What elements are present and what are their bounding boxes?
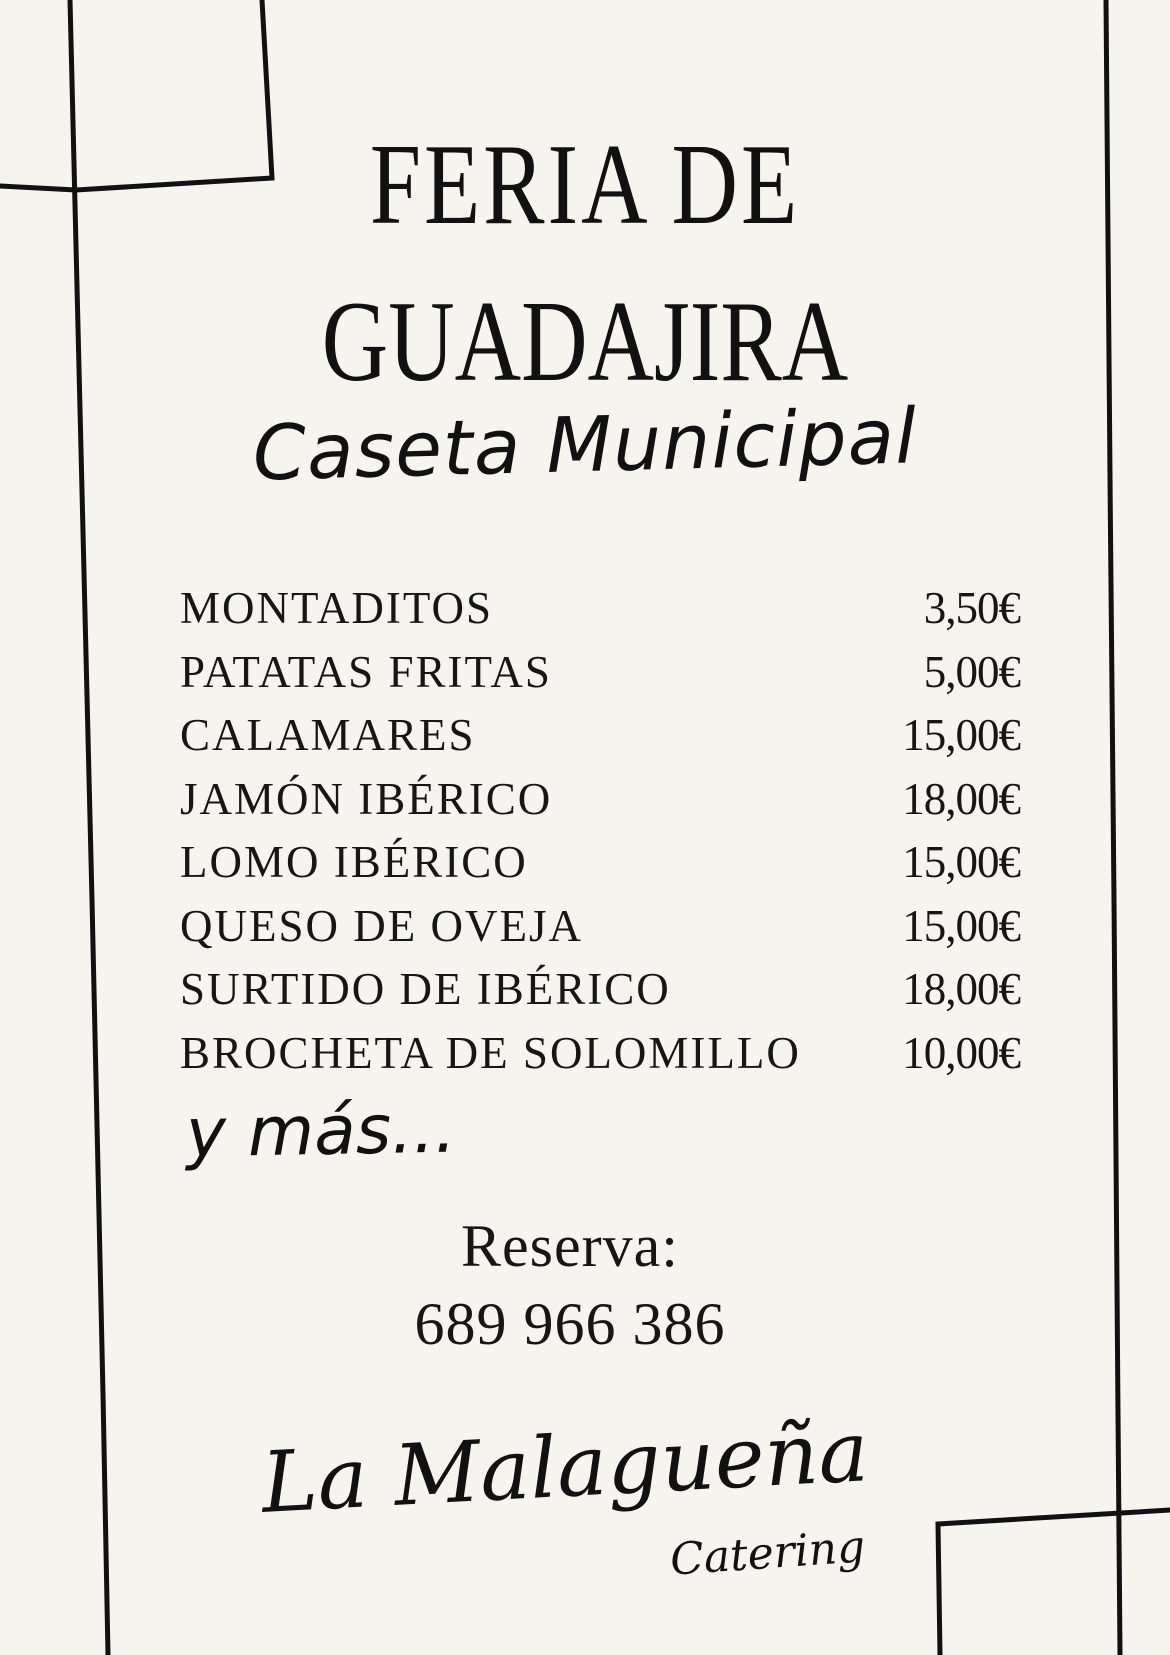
menu-item [180, 900, 1020, 964]
menu-item-price: 18,00€ [902, 964, 1020, 1014]
menu-item-name: JAMÓN IBÉRICO [180, 773, 553, 824]
menu-item [180, 709, 1020, 773]
reservation-label: Reserva: [461, 1213, 679, 1279]
menu-item-name: CALAMARES [180, 710, 476, 760]
menu-item-price: 15,00€ [902, 710, 1020, 760]
menu-item [180, 773, 1020, 837]
menu-item [180, 582, 1020, 646]
menu-item-price: 15,00€ [902, 837, 1020, 887]
menu-item-price: 3,50€ [923, 583, 1020, 633]
menu-item [180, 836, 1020, 900]
brand-logo-subtitle: Catering [668, 1521, 867, 1586]
reservation-phone: 689 966 386 [414, 1291, 726, 1357]
title-line-1: FERIA DE [369, 120, 801, 248]
brand-logo-name: La Malagueña [259, 1402, 871, 1532]
menu-list [180, 582, 1020, 1090]
menu-item-price: 5,00€ [923, 646, 1020, 697]
menu-item-name: PATATAS FRITAS [180, 646, 552, 697]
menu-item-price: 15,00€ [902, 900, 1020, 951]
menu-item-name: LOMO IBÉRICO [180, 837, 528, 887]
menu-item-name: SURTIDO DE IBÉRICO [180, 964, 671, 1014]
subtitle: Caseta Municipal [251, 391, 919, 498]
menu-item-name: MONTADITOS [180, 583, 494, 633]
menu-item [180, 963, 1020, 1027]
menu-item [180, 1027, 1020, 1091]
menu-item-name: BROCHETA DE SOLOMILLO [180, 1027, 801, 1078]
more-items-note: y más... [185, 1089, 457, 1174]
menu-item [180, 646, 1020, 710]
bottom-right-rectangle [938, 1510, 1170, 1655]
menu-item-name: QUESO DE OVEJA [180, 900, 583, 951]
menu-item-price: 10,00€ [902, 1027, 1020, 1078]
title-line-2: GUADAJIRA [321, 277, 849, 405]
menu-item-price: 18,00€ [902, 773, 1020, 824]
